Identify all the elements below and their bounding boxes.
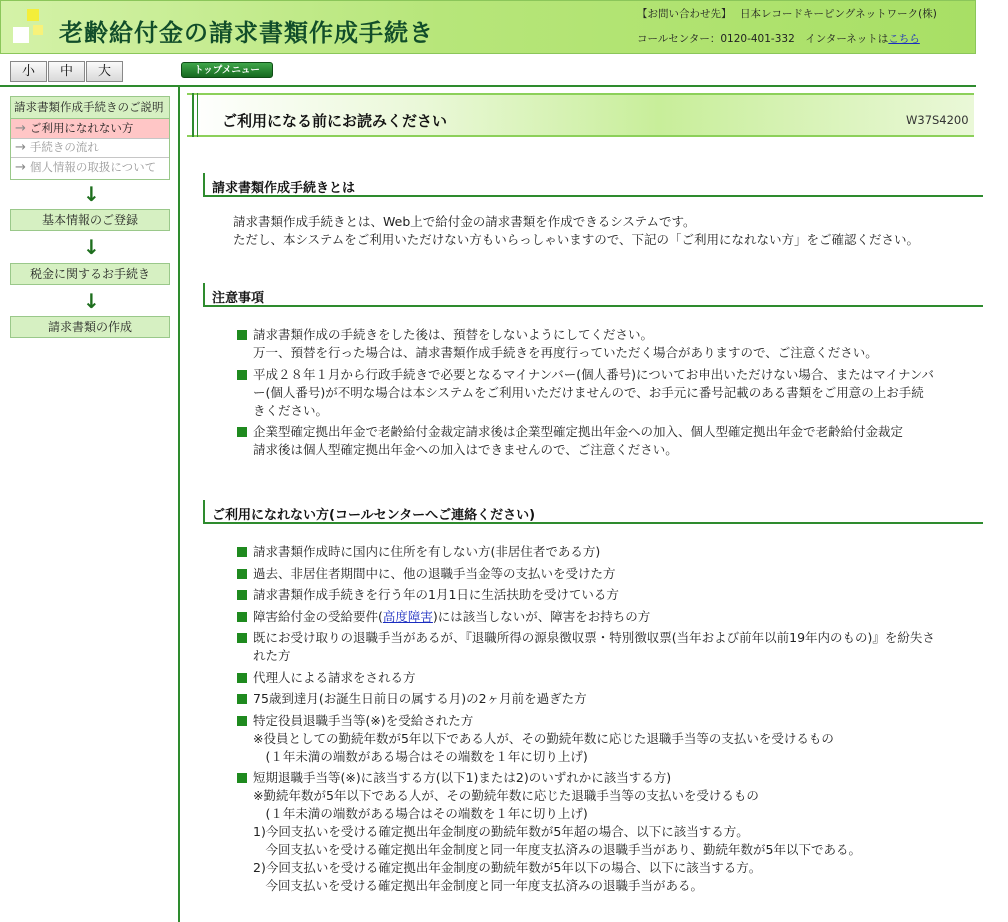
bullet-square-icon [237, 427, 247, 437]
contact-line [637, 31, 920, 46]
about-line: ただし、本システムをご利用いただけない方もいらっしゃいますので、下記の「ご利用になれない方」をご確認ください。 [233, 232, 920, 247]
sidebar-item-label: ご利用になれない方 [29, 120, 134, 135]
bullet-square-icon [237, 547, 247, 557]
contact-link[interactable]: こちら [888, 33, 920, 45]
arrow-down-icon: ↓ [83, 182, 100, 206]
contact-call: コールセンター：0120-401-332 インターネットは [637, 33, 889, 45]
section-heading-about [203, 173, 983, 197]
list-item: 平成２８年１月から行政手続きで必要となるマイナンバー(個人番号)についてお申出いただけない場合、またはマイナンバ ー(個人番号)が不明な場合は本システムをご利用いただけませんので、お手元に番号記載のある書類をご用意の上お手続 きください。 [237, 366, 982, 420]
arrow-right-icon: → [15, 140, 26, 156]
notes-list [237, 326, 982, 463]
contact-org: 日本レコードキーピングネットワーク(株) [740, 8, 937, 20]
section-heading-ineligible [203, 500, 983, 524]
list-item: 短期退職手当等(※)に該当する方(以下1)または2)のいずれかに該当する方) ※勤続年数が5年以下である人が、その勤続年数に応じた退職手当等の支払いを受けるもの (１年未満の端数がある場合はその端数を１年に切り上げ) 1)今回支払いを受ける確定拠出年金制度の勤続年数が5年超の場合、以下に該当する方。 今回支払いを受ける確定拠出年金制度と同一年度支払済みの退職手当があり、勤続年数が5年以下である。 2)今回支払いを受ける確定拠出年金制度の勤続年数が5年以下の場合、以下に該当する方。 今回支払いを受ける確定拠出年金制度と同一年度支払済みの退職手当がある。 [237, 769, 982, 895]
bullet-square-icon [237, 773, 247, 783]
list-item: 既にお受け取りの退職手当があるが、『退職所得の源泉徴収票・特別徴収票(当年および前年以前19年内のもの)』を紛失さ れた方 [237, 629, 982, 665]
contact-label: 【お問い合わせ先】 [637, 8, 732, 20]
bullet-square-icon [237, 716, 247, 726]
sidebar-item-ineligible[interactable] [11, 119, 169, 139]
list-item: 障害給付金の受給要件(高度障害)には該当しないが、障害をお持ちの方 [237, 608, 982, 626]
explain-menu-heading: 請求書類作成手続きのご説明 [11, 97, 169, 119]
sidebar-item-label: 個人情報の取扱について [29, 160, 157, 175]
header-divider [0, 85, 976, 87]
about-text [233, 213, 919, 249]
bullet-square-icon [237, 694, 247, 704]
bullet-square-icon [237, 569, 247, 579]
list-item: 請求書類作成手続きを行う年の1月1日に生活扶助を受けている方 [237, 586, 982, 604]
section-heading-text: 注意事項 [212, 291, 265, 306]
bullet-square-icon [237, 330, 247, 340]
list-item: 請求書類作成時に国内に住所を有しない方(非居住者である方) [237, 543, 982, 561]
font-size-large-button[interactable]: 大 [86, 61, 123, 82]
arrow-down-icon: ↓ [83, 235, 100, 259]
bullet-square-icon [237, 590, 247, 600]
list-item: 請求書類作成の手続きをした後は、預替をしないようにしてください。 万一、預替を行った場合は、請求書類作成手続きを再度行っていただく場合がありますので、ご注意ください。 [237, 326, 982, 362]
section-heading-text: ご利用になれない方(コールセンターへご連絡ください) [212, 508, 536, 523]
step-documents-button[interactable]: 請求書類の作成 [10, 316, 170, 338]
sidebar-item-flow[interactable] [11, 139, 169, 159]
section-heading-text: 請求書類作成手続きとは [212, 181, 356, 196]
app-title: 老齢給付金の請求書類作成手続き [59, 19, 434, 47]
logo-icon [13, 9, 49, 49]
bullet-square-icon [237, 633, 247, 643]
list-item: 特定役員退職手当等(※)を受給された方 ※役員としての勤続年数が5年以下である人が、その勤続年数に応じた退職手当等の支払いを受けるもの (１年未満の端数がある場合はその端数を１年に切り上げ) [237, 712, 982, 766]
step-basic-info-button[interactable]: 基本情報のご登録 [10, 209, 170, 231]
arrow-down-icon: ↓ [83, 289, 100, 313]
bullet-square-icon [237, 612, 247, 622]
font-size-medium-button[interactable]: 中 [48, 61, 85, 82]
list-item: 過去、非居住者期間中に、他の退職手当金等の支払いを受けた方 [237, 565, 982, 583]
list-item: 企業型確定拠出年金で老齢給付金裁定請求後は企業型確定拠出年金への加入、個人型確定拠出年金で老齢給付金裁定 請求後は個人型確定拠出年金への加入はできませんので、ご注意ください。 [237, 423, 982, 459]
severe-disability-link[interactable]: 高度障害 [382, 608, 433, 624]
explain-menu [10, 96, 170, 180]
font-size-small-button[interactable]: 小 [10, 61, 47, 82]
sidebar-divider [178, 87, 180, 922]
section-heading-notes [203, 283, 983, 307]
font-size-controls [10, 61, 124, 82]
page-title: ご利用になる前にお読みください [222, 112, 448, 130]
arrow-right-icon: → [15, 160, 26, 176]
sidebar-item-privacy[interactable] [11, 158, 169, 178]
about-line: 請求書類作成手続きとは、Web上で給付金の請求書類を作成できるシステムです。 [233, 214, 696, 229]
sidebar-item-label: 手続きの流れ [29, 140, 99, 155]
banner-decoration [192, 93, 194, 137]
bullet-square-icon [237, 673, 247, 683]
screen-code: W37S4200 [906, 113, 969, 127]
banner-decoration [197, 93, 198, 137]
step-tax-button[interactable]: 税金に関するお手続き [10, 263, 170, 285]
list-item: 代理人による請求をされる方 [237, 669, 982, 687]
ineligible-list [237, 543, 982, 899]
bullet-square-icon [237, 370, 247, 380]
arrow-right-icon: → [15, 120, 26, 136]
list-item: 75歳到達月(お誕生日前日の属する月)の2ヶ月前を過ぎた方 [237, 690, 982, 708]
top-menu-button[interactable]: トップメニュー [181, 62, 273, 78]
